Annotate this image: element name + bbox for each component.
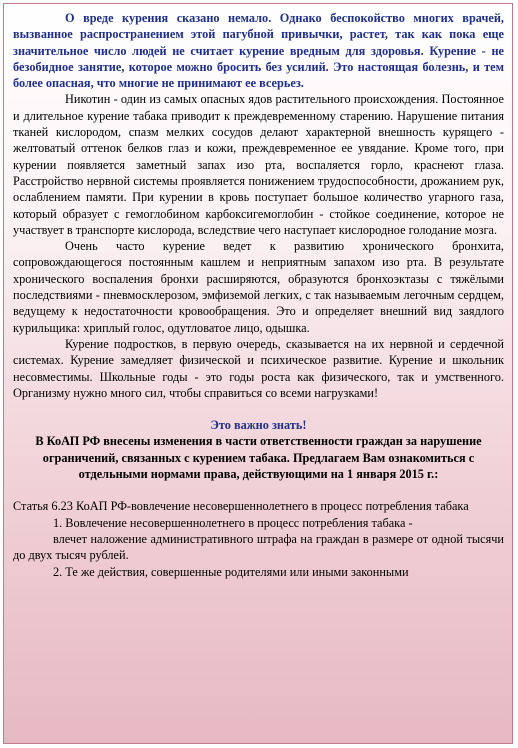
spacer [13, 482, 504, 498]
article-title: Статья 6.23 КоАП РФ-вовлечение несовершеннолетнего в процесс потребления табака [13, 499, 469, 514]
spacer [13, 401, 504, 417]
paragraph-nicotine: Никотин - один из самых опасных ядов растительного происхождения. Постоянное и длительное курение табака приводит к преждевременному старению. Нарушение питания тканей кислородом, спазм мелких сосудов делают характерной внешность курящего - желтоватый оттенок белков глаз и кожи, преждевременное ее увядание. Кроме того, при курении появляется заметный запах изо рта, воспаляется горло, краснеют глаза. Расстройство нервной системы проявляется понижением трудоспособности, дрожанием рук, ослаблением памяти. При курении в кровь поступает большое количество угарного газа, который образует с гемоглобином карбоксигемоглобин - стойкое соединение, которое не участвует в транспорте кислорода, вследствие чего наступает кислородное голодание мозга. [13, 92, 504, 237]
document-page [3, 3, 513, 744]
paragraph-bronchitis: Очень часто курение ведет к развитию хронического бронхита, сопровождающегося постоянным кашлем и неприятным запахом изо рта. В результате хронического воспаления бронхи расширяются, образуются бронхоэктазы с тяжёлыми последствиями - пневмосклерозом, эмфиземой легких, с так называемым легочным сердцем, ведущему к недостаточности кровообращения. Это и определяет внешний вид заядлого курильщика: хриплый голос, одутловатое лицо, одышка. [13, 239, 504, 335]
paragraph-teenagers: Курение подростков, в первую очередь, сказывается на их нервной и сердечной системах. Курение замедляет физической и психическое развитие. Курение и школьник несовместимы. Школьные годы - это годы роста как физического, так и умственного. Организму нужно много сил, чтобы справиться со всеми нагрузками! [13, 336, 504, 400]
notice-heading: Это важно знать! [210, 418, 307, 433]
article-item-1: 1. Вовлечение несовершеннолетнего в процесс потребления табака - [53, 515, 413, 530]
notice-text: В КоАП РФ внесены изменения в части ответственности граждан за нарушение ограничений, связанных с курением табака. Предлагаем Вам ознакомиться с отдельными нормами права, действующими на 1 января 2015 г.: [35, 434, 482, 482]
article-item-1-penalty: влечет наложение административного штрафа на граждан в размере от одной тысячи до двух тысяч рублей. [13, 531, 504, 563]
article-item-2: 2. Те же действия, совершенные родителями или иными законными [53, 564, 409, 579]
intro-paragraph: О вреде курения сказано немало. Однако беспокойство многих врачей, вызванное распространением этой пагубной привычки, растет, так как пока еще значительное число людей не считает курение вредным для здоровья. Курение - не безобидное занятие, которое можно бросить без усилий. Это настоящая болезнь, и тем более опасная, что многие не принимают ее всерьез. [13, 11, 504, 91]
